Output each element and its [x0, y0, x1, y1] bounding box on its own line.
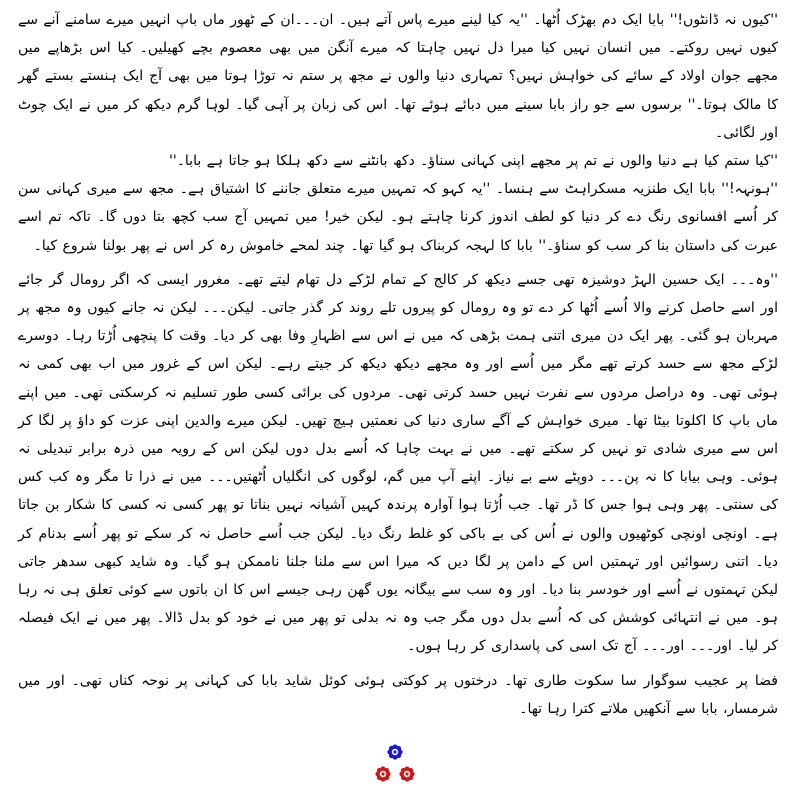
paragraph-1: ''کیوں نہ ڈانٹوں!'' بابا ایک دم بھڑک اُٹھا۔ ''یہ کیا لینے میرے پاس آتے ہیں۔ ان۔۔۔ان کے ٹھور ماں باپ انہیں میرے سامنے آنے سے کیوں نہیں روکتے۔ میں انسان نہیں کیا میرا دل نہیں چاہتا کہ میرے آنگن میں بھی معصوم بچے کھیلیں۔ کیا اس بڑھاپے میں مجھے جوان اولاد کے سائے کی خواہش نہیں؟ تمہاری دنیا والوں نے مجھ پر ستم نہ توڑا ہوتا میں بھی آج ایک ہنستے بستے گھر کا مالک ہوتا۔'' برسوں سے جو راز بابا سینے میں دبائے ہوئے تھا۔ اس کی زبان پر آہی گیا۔ لوہا گرم دیکھ کر میں نے ایک چوٹ اور لگائی۔: [18, 12, 778, 141]
paragraph-3: ''ہونہہ!'' بابا ایک طنزیہ مسکراہٹ سے ہنسا۔ ''یہ کہو کہ تمہیں میرے متعلق جاننے کا اشتیاق ہے۔ مجھ سے میری کہانی سن کر اُسے افسانوی رنگ دے کر دنیا کو لطف اندوز کرنا چاہتے ہو۔ لیکن خیر! میں تمہیں آج سب کچھ بتا دوں گا۔ تاکہ تم اسے عبرت کی داستان بنا کر سب کو سناؤ۔'' بابا کا لہجہ کربناک ہو گیا تھا۔ چند لمحے خاموش رہ کر اس نے پھر بولنا شروع کیا۔: [18, 181, 778, 254]
flower-ornament-icon: [370, 740, 420, 786]
paragraph-4: ''وہ۔۔۔ ایک حسین الہڑ دوشیزہ تھی جسے دیکھ کر کالج کے تمام لڑکے دل تھام لیتے تھے۔ مغرور ایسی کہ اگر رومال گر جائے اور اسے حاصل کرنے والا اُسے اُٹھا کر دے تو وہ رومال کو پیروں تلے روند کر گذر جاتی۔ لیکن۔۔۔ لیکن نہ جانے کیوں وہ مجھ پر مہربان ہو گئی۔ پھر ایک دن میری اتنی ہمت بڑھی کہ میں نے اس سے اظہارِ وفا بھی کر دیا۔ وقت کا پنچھی اُڑتا رہا۔ دوسرے لڑکے مجھ سے حسد کرتے تھے مگر میں اُسے اور وہ مجھے دیکھ دیکھ کر جیتے رہے۔ لیکن اس کے غرور میں اب بھی کمی نہ ہوئی تھی۔ وہ دراصل مردوں سے نفرت نہیں حسد کرتی تھی۔ مردوں کی برائی کسی طور تسلیم نہ کرسکتی تھی۔ میں اپنے ماں باپ کا اکلوتا بیٹا تھا۔ میری خواہش کے آگے ساری دنیا کی نعمتیں ہیچ تھیں۔ لیکن میرے والدین اپنی عزت کو داؤ پر لگا کر اس سے میری شادی تو نہیں کر سکتے تھے۔ میں نے بہت چاہا کہ اُسے بدل دوں لیکن اس کے رویہ میں ذرہ برابر تبدیلی نہ ہوئی۔ وہی بیابا کا نہ پن۔۔۔ دوپٹے سے بے نیاز۔ اپنے آپ میں گم، لوگوں کی انگلیاں اُٹھتیں۔۔۔ میں نے ذرا تا مگر وہ کب کس کی سنتی۔ پھر وہی ہوا جس کا ڈر تھا۔ جب اُڑتا ہوا آوارہ پرندہ کہیں آشیانہ نہیں بناتا تو پھر کسی نہ کسی کا شکار بن جاتا ہے۔ اونچی اونچی کوٹھیوں والوں نے اُس کی بے باکی کو غلط رنگ دیا۔ لیکن جب اُسے حاصل نہ کر سکے تو پھر اُسے بدنام کر دیا۔ اتنی رسوائیں اور تہمتیں اس کے دامن پر لگا دیں کہ میرا اس سے ملنا جلنا ناممکن ہو گیا۔ وہ شاید کبھی سدھر جاتی لیکن تہمتوں نے اُسے اور خودسر بنا دیا۔ اور وہ سب سے بیگانہ یوں گھن رہی جیسے اس کا ان باتوں سے کوئی تعلق ہی نہ رہا ہو۔ میں نے انتہائی کوشش کی کہ اُسے بدل دوں مگر جب وہ نہ بدلی تو پھر میں نے خود کو بدل ڈالا۔ پھر میں نے ایک فیصلہ کر لیا۔ اور۔۔۔ اور۔۔۔ آج تک اسی کی پاسداری کر رہا ہوں۔: [18, 271, 778, 655]
ornament-flower-bottom-left: [399, 766, 414, 781]
ornament-flower-top: [387, 744, 402, 759]
ornament-center-dot: [393, 750, 396, 753]
paragraph-2: ''کیا ستم کیا ہے دنیا والوں نے تم پر مجھے اپنی کہانی سناؤ۔ دکھ بانٹنے سے دکھ ہلکا ہو جاتا ہے بابا۔'': [169, 153, 778, 170]
ornament-center-dot: [405, 772, 408, 775]
document-page: [18, 6, 778, 788]
ornament-flower-bottom-right: [375, 766, 390, 781]
ornament-center-dot: [381, 772, 384, 775]
section-ornament: [370, 740, 420, 786]
paragraph-5: فضا پر عجیب سوگوار سا سکوت طاری تھا۔ درختوں پر کوکتی ہوئی کوئل شاید بابا کی کہانی پر نوحہ کناں تھی۔ اور میں شرمسار، بابا سے آنکھیں ملاتے کترا رہا تھا۔: [18, 672, 778, 717]
